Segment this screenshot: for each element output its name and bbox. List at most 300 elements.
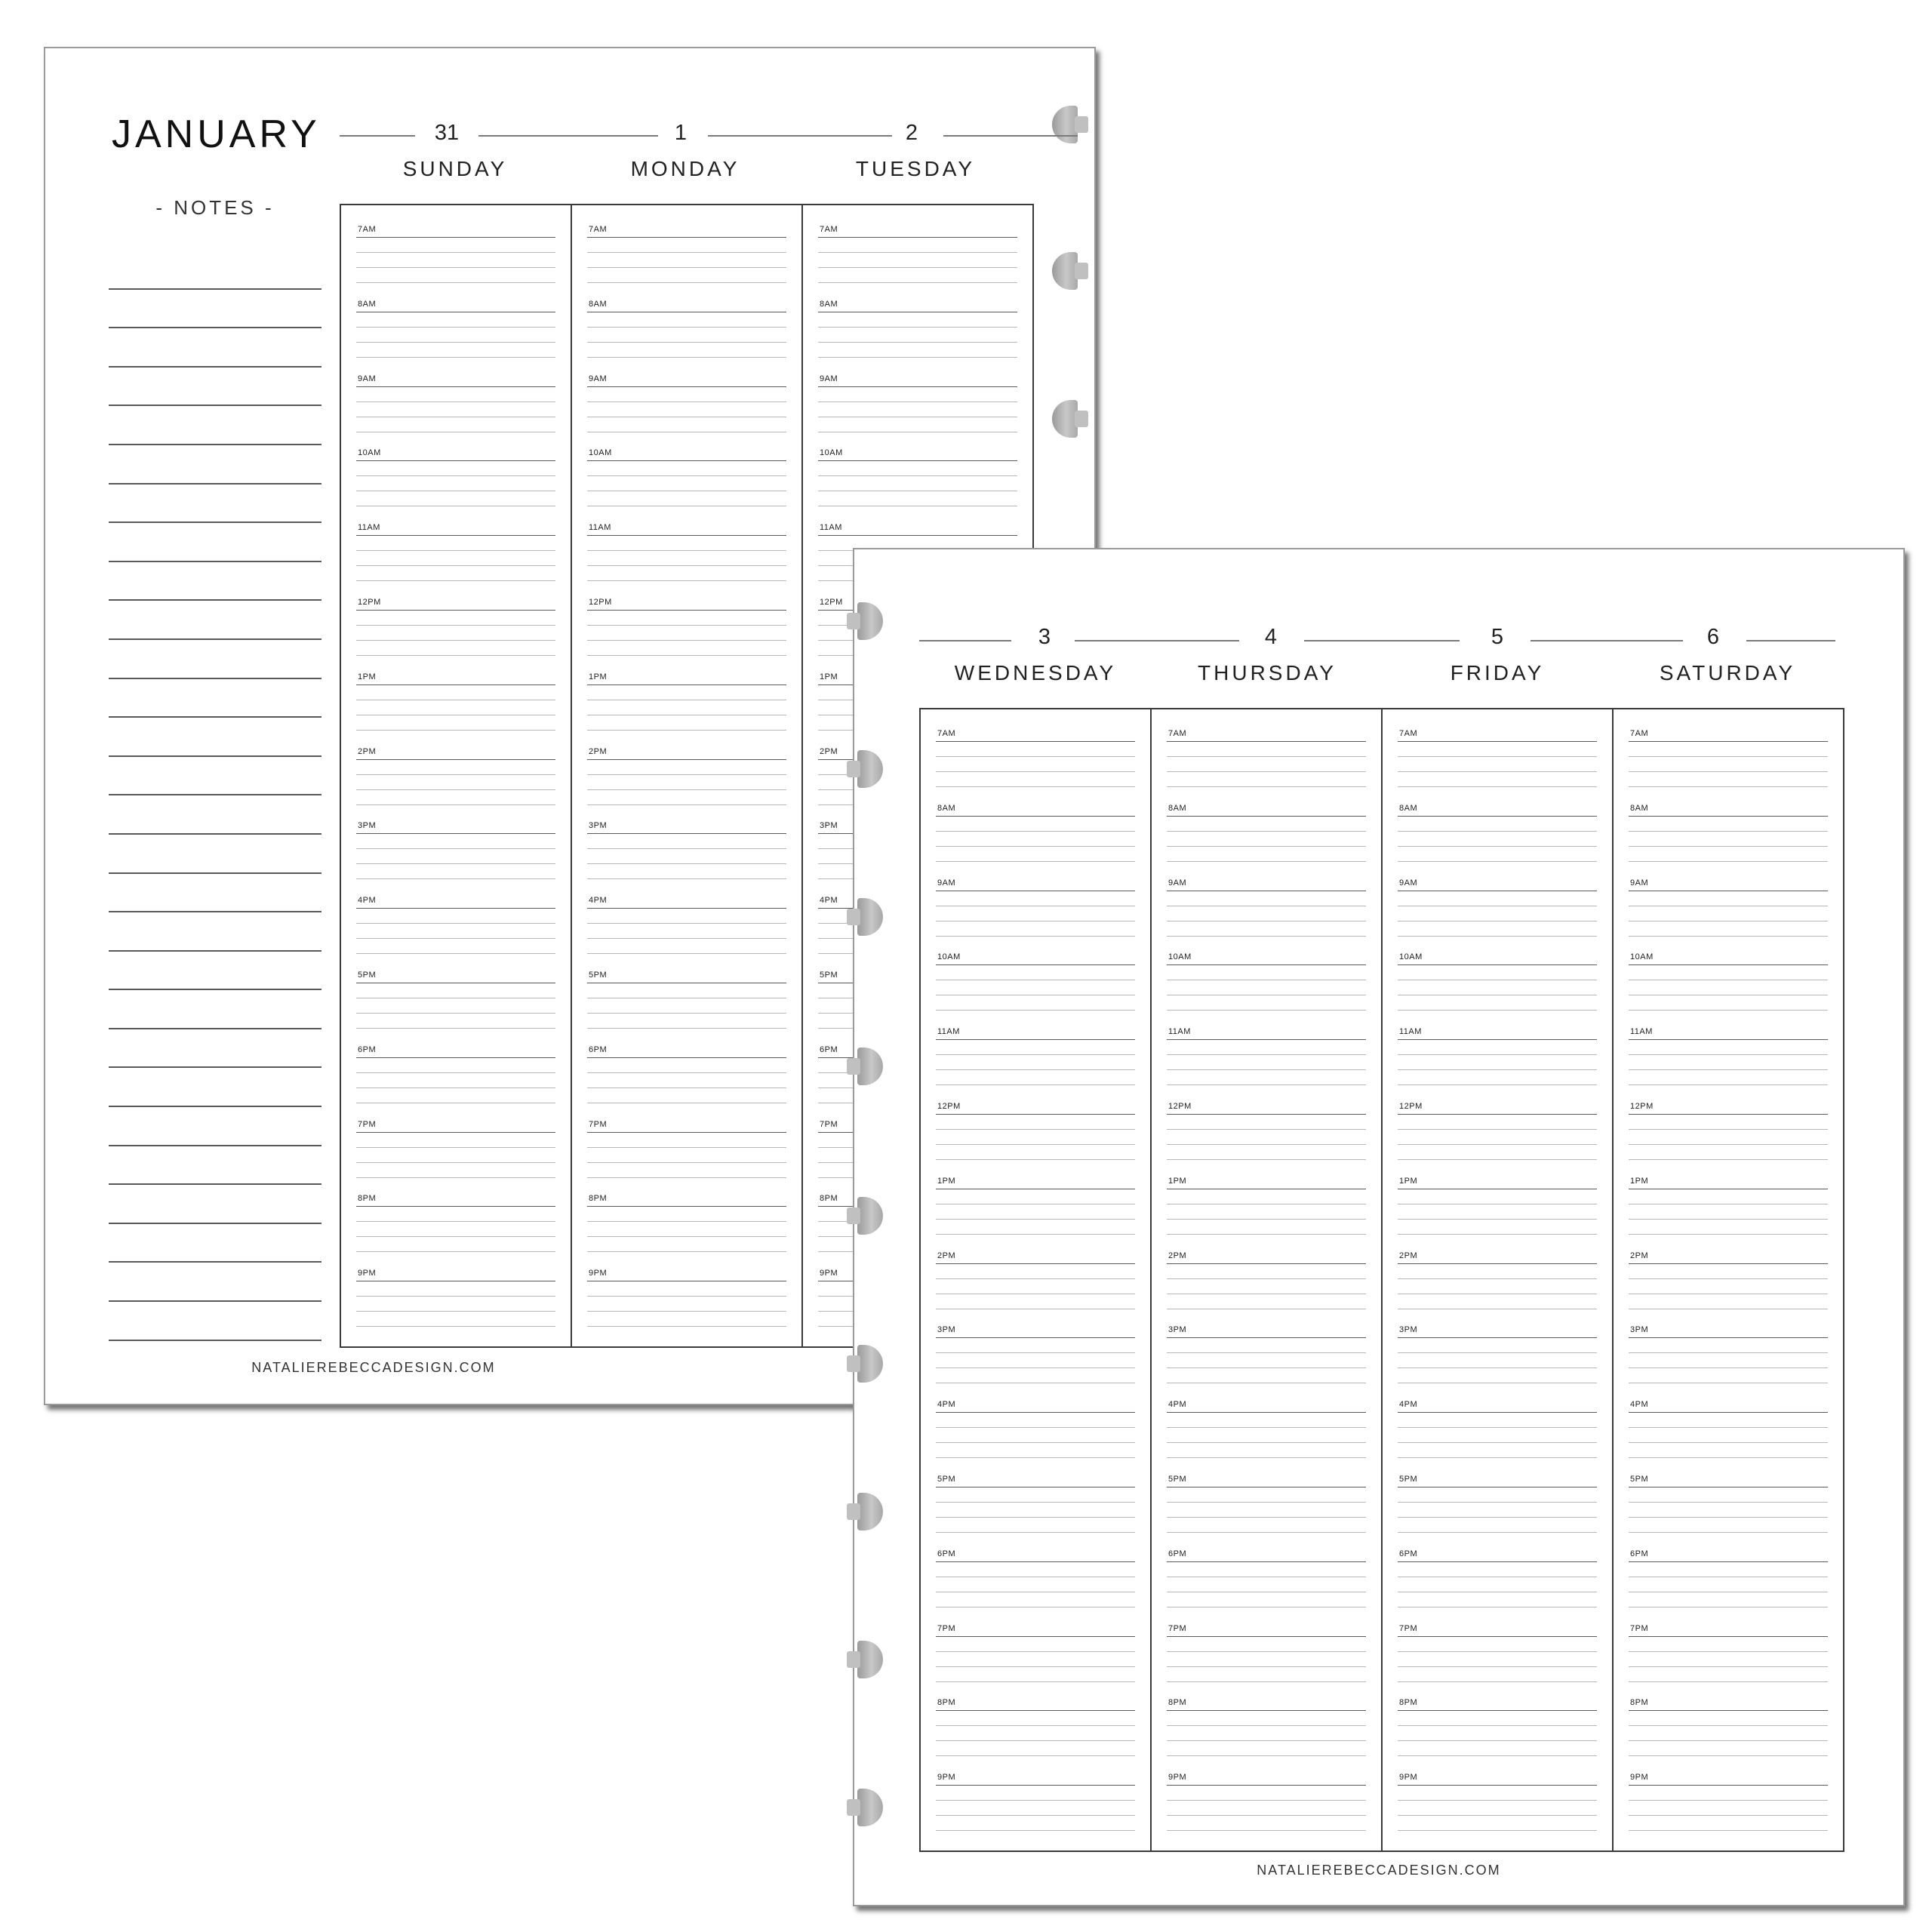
hour-block [587,818,786,893]
hour-block [356,371,555,446]
hour-block [356,1117,555,1192]
hour-block [587,669,786,744]
hour-block [1398,1024,1597,1099]
day-name-saturday: SATURDAY [1659,661,1796,685]
hour-label: 9PM [1399,1773,1418,1783]
writing-line [587,953,786,954]
writing-line [587,759,786,760]
hour-block [936,949,1135,1024]
writing-line [587,401,786,402]
hour-block [1629,1472,1828,1546]
writing-line [1629,1740,1828,1741]
writing-line [356,401,555,402]
hour-label: 2PM [358,746,377,756]
hour-label: 8PM [589,1194,608,1204]
writing-line [1398,1144,1597,1145]
binder-disc [857,602,883,640]
writing-line [936,846,1135,847]
writing-line [1398,1681,1597,1682]
hour-block [1167,1546,1366,1621]
hour-block [356,595,555,669]
writing-line [1629,964,1828,965]
writing-line [356,1206,555,1207]
writing-line [587,1311,786,1312]
hour-label: 8PM [1168,1698,1187,1708]
writing-line [1629,1457,1828,1458]
hour-label: 5PM [1630,1474,1649,1484]
writing-line [1629,1159,1828,1160]
date-number: 3 [1038,625,1051,649]
hour-label: 8AM [937,803,956,813]
writing-line [1167,1159,1366,1160]
hour-block [818,445,1017,520]
writing-line [1167,1636,1366,1637]
hour-label: 9AM [589,374,608,383]
hour-block [1167,1322,1366,1397]
hour-block [1629,1248,1828,1323]
writing-line [1629,1219,1828,1220]
writing-line [356,1072,555,1073]
writing-line [818,475,1017,476]
writing-line [936,831,1135,832]
writing-line [936,1517,1135,1518]
hour-label: 3PM [937,1325,956,1335]
notes-label: - NOTES - [155,196,275,219]
notes-line [109,1068,321,1107]
day-name-wednesday: WEDNESDAY [954,661,1117,685]
hour-block [1629,1695,1828,1770]
hour-label: 5PM [937,1474,956,1484]
hour-label: 3PM [358,821,377,831]
writing-line [936,1412,1135,1413]
hour-block [1629,1397,1828,1472]
writing-line [1167,861,1366,862]
writing-line [587,863,786,864]
writing-line [1167,1800,1366,1801]
writing-line [356,282,555,283]
hour-label: 9PM [820,1269,838,1278]
hour-label: 6PM [820,1044,838,1054]
writing-line [1398,1785,1597,1786]
writing-line [1398,1457,1597,1458]
writing-line [1629,1800,1828,1801]
hour-block [1629,875,1828,950]
writing-line [1167,1039,1366,1040]
writing-line [1398,1651,1597,1652]
hour-block [818,297,1017,371]
writing-line [587,267,786,268]
writing-line [356,1147,555,1148]
hour-label: 9AM [820,374,838,383]
writing-line [1398,1159,1597,1160]
hour-label: 11AM [820,523,842,533]
hour-label: 6PM [1399,1549,1418,1558]
writing-line [587,386,786,387]
hour-label: 11AM [937,1027,960,1037]
writing-line [936,771,1135,772]
writing-line [1167,1815,1366,1816]
hour-block [1398,1695,1597,1770]
notes-line [109,1224,321,1263]
writing-line [356,267,555,268]
writing-line [1398,741,1597,742]
notes-line [109,718,321,757]
writing-line [1398,1502,1597,1503]
hour-label: 7AM [1399,729,1418,738]
writing-line [936,1084,1135,1085]
writing-line [1629,1830,1828,1831]
hour-block [587,1117,786,1192]
writing-line [936,1532,1135,1533]
hour-block [356,744,555,819]
writing-line [936,816,1135,817]
writing-line [1167,1561,1366,1562]
hour-block [936,1024,1135,1099]
binder-disc [857,1345,883,1383]
writing-line [1167,936,1366,937]
hour-block [936,1695,1135,1770]
hour-label: 8PM [1630,1698,1649,1708]
hour-label: 7PM [937,1623,956,1633]
hour-label: 1PM [358,672,377,681]
writing-line [356,475,555,476]
writing-line [1167,756,1366,757]
notes-line [109,485,321,524]
writing-line [1398,1278,1597,1279]
writing-line [587,908,786,909]
writing-line [1629,756,1828,757]
hour-label: 4PM [1630,1400,1649,1410]
hour-block [587,1042,786,1117]
writing-line [936,1352,1135,1353]
writing-line [1167,816,1366,817]
notes-line [109,1107,321,1146]
writing-line [1398,1263,1597,1264]
hour-label: 10AM [589,448,612,458]
hour-block [587,445,786,520]
hour-label: 4PM [358,896,377,906]
notes-line [109,523,321,562]
writing-line [936,1114,1135,1115]
schedule-grid [919,708,1844,1852]
writing-line [1398,1740,1597,1741]
hour-block [1398,1472,1597,1546]
notes-lines [109,251,321,1341]
writing-line [356,357,555,358]
hour-block [1167,1099,1366,1174]
writing-line [936,1502,1135,1503]
hour-label: 8PM [358,1194,377,1204]
notes-line [109,601,321,640]
writing-line [1398,1010,1597,1011]
writing-line [587,804,786,805]
writing-line [587,1072,786,1073]
writing-line [1629,1278,1828,1279]
hour-block [1629,1024,1828,1099]
writing-line [1398,1412,1597,1413]
writing-line [818,401,1017,402]
hour-block [1398,801,1597,875]
writing-line [356,580,555,581]
writing-line [1629,1427,1828,1428]
writing-line [1167,1144,1366,1145]
hour-block [936,801,1135,875]
hour-label: 4PM [1168,1400,1187,1410]
hour-block [1398,1174,1597,1248]
writing-line [936,936,1135,937]
hour-label: 9AM [358,374,377,383]
writing-line [356,848,555,849]
writing-line [1629,1755,1828,1756]
hour-label: 8AM [1168,803,1187,813]
hour-label: 8AM [820,299,838,309]
writing-line [1398,1352,1597,1353]
writing-line [587,923,786,924]
writing-line [1167,1666,1366,1667]
hour-label: 12PM [358,597,381,607]
header-rule [943,135,1078,137]
writing-line [1629,1502,1828,1503]
notes-line [109,251,321,290]
writing-line [1398,1129,1597,1130]
hour-label: 11AM [589,523,611,533]
writing-line [587,282,786,283]
hour-block [936,1174,1135,1248]
writing-line [936,1144,1135,1145]
writing-line [587,357,786,358]
writing-line [936,1636,1135,1637]
writing-line [936,1800,1135,1801]
writing-line [1629,1054,1828,1055]
hour-block [818,222,1017,297]
writing-line [936,1427,1135,1428]
hour-block [1167,1174,1366,1248]
writing-line [1167,1457,1366,1458]
hour-block [1167,1024,1366,1099]
hour-label: 7PM [1630,1623,1649,1633]
hour-label: 7PM [1399,1623,1418,1633]
footer-website: NATALIEREBECCADESIGN.COM [251,1360,496,1375]
hour-label: 2PM [1399,1251,1418,1260]
writing-line [1398,1054,1597,1055]
hour-block [1167,949,1366,1024]
writing-line [936,1234,1135,1235]
writing-line [818,327,1017,328]
writing-line [1167,1427,1366,1428]
day-column [341,205,571,1346]
writing-line [587,1296,786,1297]
hour-block [1398,1621,1597,1696]
binder-disc [1052,252,1078,290]
writing-line [587,655,786,656]
hour-label: 8AM [358,299,377,309]
hour-label: 9PM [358,1269,377,1278]
writing-line [1629,1681,1828,1682]
writing-line [356,1162,555,1163]
notes-line [109,679,321,718]
writing-line [356,804,555,805]
hour-label: 6PM [937,1549,956,1558]
writing-line [936,1830,1135,1831]
notes-line [109,562,321,601]
writing-line [356,1221,555,1222]
hour-block [1629,1322,1828,1397]
writing-line [1398,831,1597,832]
writing-line [1167,771,1366,772]
writing-line [1629,1815,1828,1816]
writing-line [1629,1352,1828,1353]
notes-line [109,290,321,329]
writing-line [936,1039,1135,1040]
header-rule [1304,640,1460,641]
hour-block [936,1248,1135,1323]
header-rule [340,135,415,137]
writing-line [1629,1084,1828,1085]
writing-line [1167,1129,1366,1130]
day-name-tuesday: TUESDAY [855,157,976,180]
hour-block [1629,1099,1828,1174]
hour-label: 5PM [1168,1474,1187,1484]
writing-line [936,1666,1135,1667]
writing-line [1629,861,1828,862]
writing-line [1629,1666,1828,1667]
binder-disc [1052,106,1078,143]
writing-line [1167,1367,1366,1368]
writing-line [356,938,555,939]
writing-line [1167,1084,1366,1085]
writing-line [1629,1069,1828,1070]
notes-line [109,757,321,796]
hour-label: 3PM [589,821,608,831]
hour-block [936,1472,1135,1546]
writing-line [818,252,1017,253]
writing-line [356,774,555,775]
hour-label: 1PM [937,1176,956,1186]
writing-line [936,1710,1135,1711]
writing-line [587,535,786,536]
day-name-friday: FRIDAY [1450,661,1545,685]
hour-block [1629,726,1828,801]
writing-line [936,1681,1135,1682]
writing-line [1629,771,1828,772]
writing-line [1398,1442,1597,1443]
writing-line [1167,1278,1366,1279]
writing-line [1167,1830,1366,1831]
notes-line [109,874,321,913]
day-name-monday: MONDAY [630,157,740,180]
hour-label: 1PM [1630,1176,1649,1186]
notes-line [109,1302,321,1341]
hour-block [1398,726,1597,801]
writing-line [936,1740,1135,1741]
writing-line [818,282,1017,283]
hour-label: 4PM [1399,1400,1418,1410]
writing-line [1629,741,1828,742]
writing-line [587,1057,786,1058]
writing-line [1398,1725,1597,1726]
writing-line [936,1263,1135,1264]
notes-line [109,368,321,407]
hour-block [356,669,555,744]
hour-label: 10AM [1630,952,1654,962]
writing-line [356,1177,555,1178]
notes-line [109,1029,321,1069]
writing-line [356,1028,555,1029]
hour-block [936,875,1135,950]
hour-block [587,1191,786,1266]
notes-line [109,1185,321,1224]
writing-line [1398,1234,1597,1235]
notes-line [109,952,321,991]
day-column [1612,709,1843,1850]
hour-label: 11AM [358,523,380,533]
writing-line [356,1013,555,1014]
hour-label: 1PM [589,672,608,681]
notes-line [109,912,321,952]
hour-block [1398,1397,1597,1472]
writing-line [1167,1069,1366,1070]
notes-line [109,795,321,835]
writing-line [1629,1129,1828,1130]
writing-line [587,878,786,879]
footer-website: NATALIEREBECCADESIGN.COM [1257,1863,1501,1878]
hour-label: 7PM [358,1119,377,1129]
writing-line [1398,1114,1597,1115]
writing-line [1398,1532,1597,1533]
writing-line [1629,1337,1828,1338]
writing-line [1629,1651,1828,1652]
writing-line [936,1442,1135,1443]
writing-line [936,756,1135,757]
writing-line [1629,1725,1828,1726]
writing-line [587,625,786,626]
hour-block [356,445,555,520]
writing-line [1629,1367,1828,1368]
writing-line [356,1311,555,1312]
writing-line [1398,964,1597,965]
hour-block [1167,1695,1366,1770]
writing-line [356,1132,555,1133]
writing-line [356,386,555,387]
hour-label: 9PM [937,1773,956,1783]
binder-disc [1052,400,1078,438]
hour-block [1167,875,1366,950]
hour-block [587,893,786,968]
writing-line [587,848,786,849]
hour-block [356,1042,555,1117]
hour-block [356,818,555,893]
day-name-thursday: THURSDAY [1198,661,1337,685]
hour-label: 4PM [589,896,608,906]
hour-block [818,371,1017,446]
writing-line [1167,1710,1366,1711]
writing-line [356,610,555,611]
hour-block [1629,1621,1828,1696]
writing-line [1398,846,1597,847]
writing-line [587,475,786,476]
writing-line [587,610,786,611]
writing-line [1167,1517,1366,1518]
writing-line [1629,786,1828,787]
hour-block [1167,1770,1366,1844]
writing-line [1629,1010,1828,1011]
writing-line [1167,1010,1366,1011]
hour-block [1629,1770,1828,1844]
hour-label: 8AM [589,299,608,309]
writing-line [587,550,786,551]
day-name-sunday: SUNDAY [402,157,508,180]
hour-label: 2PM [1630,1251,1649,1260]
